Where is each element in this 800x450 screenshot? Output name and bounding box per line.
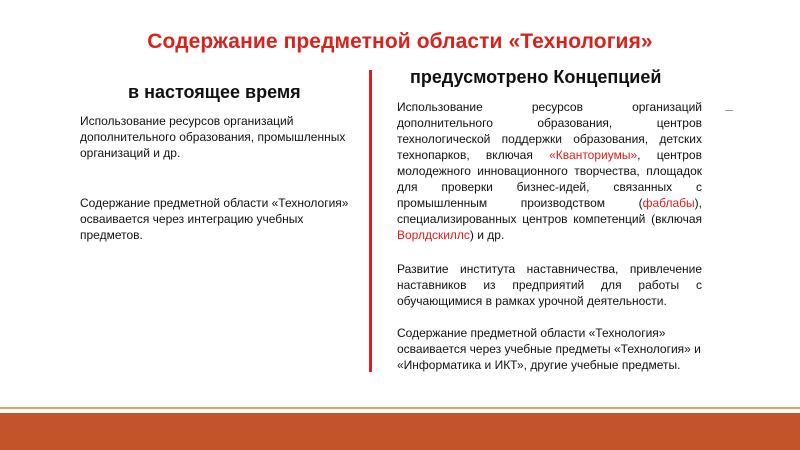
left-paragraph-resources: Использование ресурсов организаций дополнительного образования, промышленных организаций и др. (80, 114, 346, 160)
footer-stripe (0, 407, 800, 409)
footer-bar (0, 413, 800, 450)
right-p1-text-d: ) и др. (469, 228, 505, 242)
right-column-heading: предусмотрено Концепцией (410, 67, 662, 87)
right-p1-text-b: , центров молодежного инновационного творчества, площадок для проверки бизнес-идей, связанных с промышленным производством ( (397, 148, 702, 210)
left-column-heading: в настоящее время (128, 82, 301, 102)
fablaby-highlight: фаблабы (642, 196, 695, 210)
slide-title: Содержание предметной области «Технология» (147, 30, 653, 53)
kvantoriumy-highlight: «Кванториумы» (549, 148, 638, 162)
column-divider (369, 70, 372, 372)
right-paragraph-resources (397, 99, 702, 243)
right-p1-text-c: ), специализированных центров компетенций (включая (397, 196, 702, 226)
left-paragraph-content: Содержание предметной области «Технология» осваивается через интеграцию учебных предметов. (80, 196, 349, 242)
right-paragraph-content: Содержание предметной области «Технология» осваивается через учебные предметы «Технология» и «Информатика и ИКТ», другие учебные предметы. (397, 326, 701, 372)
decorative-dash (725, 110, 733, 111)
worldskills-highlight: Ворлдскиллс (397, 228, 470, 242)
right-p1-text-a: Использование ресурсов организаций дополнительного образования, центров технологической поддержки образования, детских технопарков, включая (397, 100, 702, 162)
right-paragraph-mentoring: Развитие института наставничества, привлечение наставников из предприятий для работы с обучающимися в рамках урочной деятельности. (397, 262, 702, 308)
